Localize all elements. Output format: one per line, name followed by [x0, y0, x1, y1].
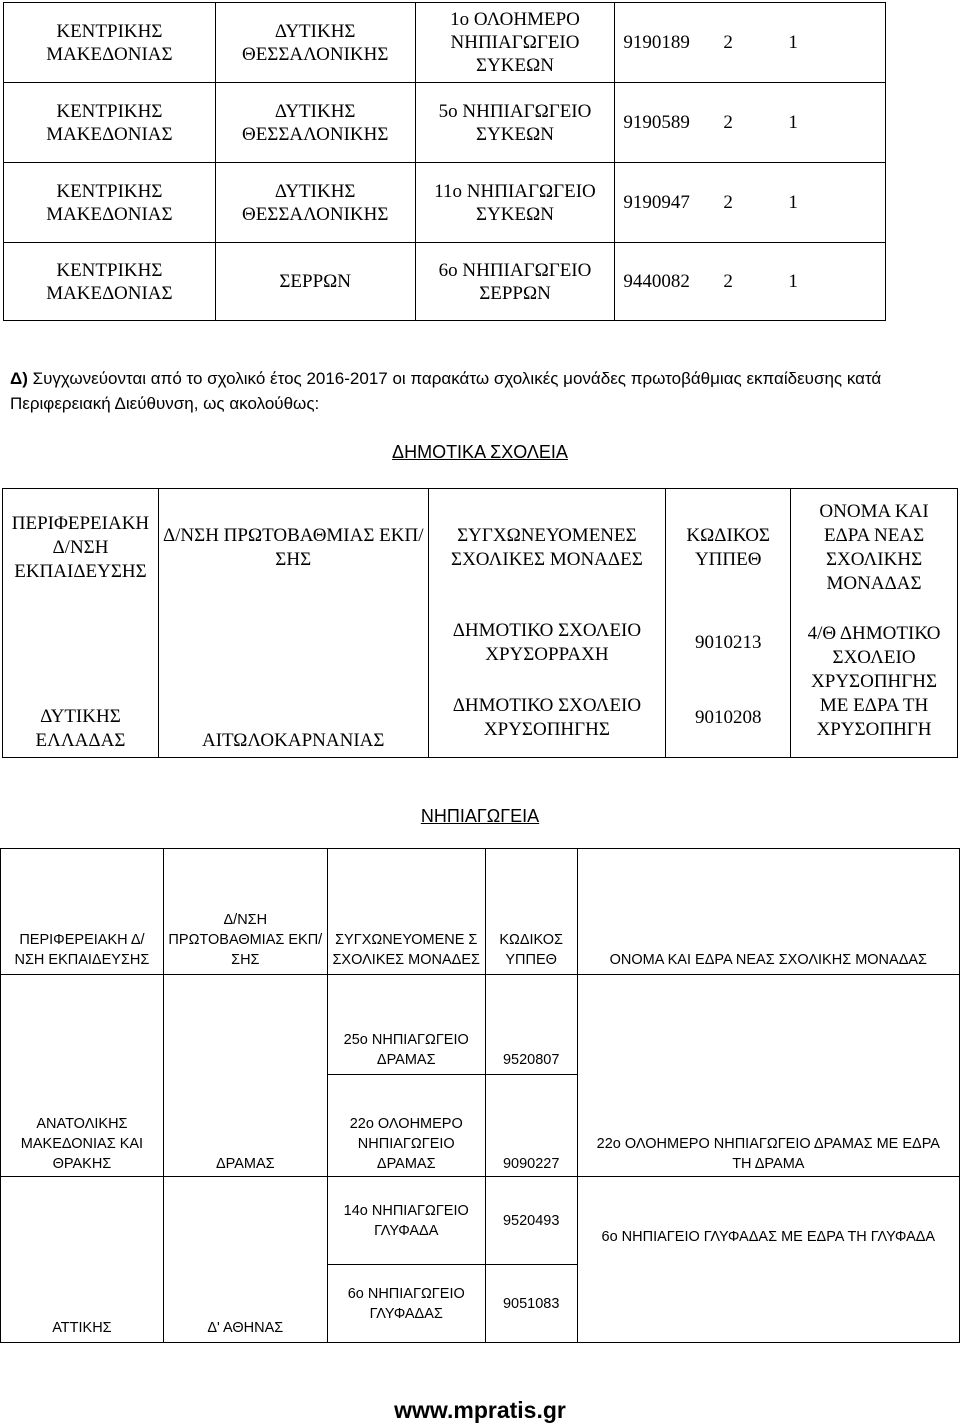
kg-header-new-name: ΟΝΟΜΑ ΚΑΙ ΕΔΡΑ ΝΕΑΣ ΣΧΟΛΙΚΗΣ ΜΟΝΑΔΑΣ	[577, 849, 959, 975]
merger-paragraph	[10, 366, 950, 416]
footer-website[interactable]: www.mpratis.gr	[394, 1397, 566, 1423]
primary-newname-cell	[791, 489, 958, 758]
row-count-2: 1	[788, 112, 798, 133]
kindergarten-table-continued	[3, 2, 886, 321]
kindergartens-title: ΝΗΠΙΑΓΩΓΕΙΑ	[420, 806, 540, 826]
primary-directorate-cell	[158, 489, 428, 758]
primary-header-directorate: Δ/ΝΣΗ ΠΡΩΤΟΒΑΘΜΙΑΣ ΕΚΠ/ΣΗΣ	[162, 525, 424, 570]
row-code: 9190947	[623, 192, 690, 213]
row-directorate: ΔΥΤΙΚΗΣ ΘΕΣΣΑΛΟΝΙΚΗΣ	[215, 3, 415, 83]
row-code: 9190589	[623, 112, 690, 133]
row-count-2: 1	[788, 271, 798, 292]
row-count-1: 2	[723, 32, 733, 53]
paragraph-text: Συγχωνεύονται από το σχολικό έτος 2016-2017 οι παρακάτω σχολικές μονάδες πρωτοβάθμιας εκπαίδευσης κατά Περιφερειακή Διεύθυνση, ως ακολούθως:	[10, 369, 882, 413]
row-count-1: 2	[723, 271, 733, 292]
row-count-1: 2	[723, 192, 733, 213]
row-count-2: 1	[788, 32, 798, 53]
kg-header-directorate: Δ/ΝΣΗ ΠΡΩΤΟΒΑΘΜΙΑΣ ΕΚΠ/ΣΗΣ	[163, 849, 327, 975]
primary-school-2-code: 9010208	[694, 707, 762, 728]
primary-school-1-code: 9010213	[694, 632, 762, 653]
table-row	[4, 163, 886, 243]
table-row	[4, 83, 886, 163]
kg-group1-directorate: ΔΡΑΜΑΣ	[163, 975, 327, 1177]
table-row	[4, 243, 886, 321]
primary-code-cell	[666, 489, 791, 758]
row-directorate: ΣΕΡΡΩΝ	[215, 243, 415, 321]
primary-schools-title: ΔΗΜΟΤΙΚΑ ΣΧΟΛΕΙΑ	[392, 442, 568, 462]
row-region: ΚΕΝΤΡΙΚΗΣ ΜΑΚΕΔΟΝΙΑΣ	[4, 3, 216, 83]
kg-group2-school-2-name: 6ο ΝΗΠΙΑΓΩΓΕΙΟ ΓΛΥΦΑΔΑΣ	[327, 1265, 485, 1343]
row-school: 5ο ΝΗΠΙΑΓΩΓΕΙΟ ΣΥΚΕΩΝ	[415, 83, 615, 163]
row-numbers	[615, 243, 886, 321]
kg-group2-new-name: 6ο ΝΗΠΙΑΓΕΙΟ ΓΛΥΦΑΔΑΣ ΜΕ ΕΔΡΑ ΤΗ ΓΛΥΦΑΔΑ	[577, 1177, 959, 1343]
primary-merged-cell	[428, 489, 666, 758]
row-region: ΚΕΝΤΡΙΚΗΣ ΜΑΚΕΔΟΝΙΑΣ	[4, 163, 216, 243]
kg-group2-school-2-code: 9051083	[485, 1265, 577, 1343]
kg-group1-school-2-code: 9090227	[485, 1075, 577, 1177]
row-numbers	[615, 83, 886, 163]
row-school: 6ο ΝΗΠΙΑΓΩΓΕΙΟ ΣΕΡΡΩΝ	[415, 243, 615, 321]
paragraph-label: Δ)	[10, 369, 28, 388]
row-numbers	[615, 163, 886, 243]
kg-group2-school-1-code: 9520493	[485, 1177, 577, 1265]
kg-header-code: ΚΩΔΙΚΟΣ ΥΠΠΕΘ	[485, 849, 577, 975]
primary-school-1-name: ΔΗΜΟΤΙΚΟ ΣΧΟΛΕΙΟ ΧΡΥΣΟΡΡΑΧΗ	[452, 620, 642, 665]
kg-header-region: ΠΕΡΙΦΕΡΕΙΑΚΗ Δ/ΝΣΗ ΕΚΠΑΙΔΕΥΣΗΣ	[1, 849, 164, 975]
primary-school-2-name: ΔΗΜΟΤΙΚΟ ΣΧΟΛΕΙΟ ΧΡΥΣΟΠΗΓΗΣ	[452, 695, 642, 740]
kg-group2-region: ΑΤΤΙΚΗΣ	[1, 1177, 164, 1343]
kg-group1-school-1-name: 25ο ΝΗΠΙΑΓΩΓΕΙΟ ΔΡΑΜΑΣ	[327, 975, 485, 1075]
row-school: 11ο ΝΗΠΙΑΓΩΓΕΙΟ ΣΥΚΕΩΝ	[415, 163, 615, 243]
kindergartens-table	[0, 848, 960, 1343]
table-row	[4, 3, 886, 83]
row-code: 9190189	[623, 32, 690, 53]
row-directorate: ΔΥΤΙΚΗΣ ΘΕΣΣΑΛΟΝΙΚΗΣ	[215, 163, 415, 243]
kg-group1-region: ΑΝΑΤΟΛΙΚΗΣ ΜΑΚΕΔΟΝΙΑΣ ΚΑΙ ΘΡΑΚΗΣ	[1, 975, 164, 1177]
row-region: ΚΕΝΤΡΙΚΗΣ ΜΑΚΕΔΟΝΙΑΣ	[4, 83, 216, 163]
primary-header-code: ΚΩΔΙΚΟΣ ΥΠΠΕΘ	[686, 525, 770, 570]
row-code: 9440082	[623, 271, 690, 292]
primary-header-region: ΠΕΡΙΦΕΡΕΙΑΚΗ Δ/ΝΣΗ ΕΚΠΑΙΔΕΥΣΗΣ	[11, 513, 150, 582]
kg-group2-directorate: Δ' ΑΘΗΝΑΣ	[163, 1177, 327, 1343]
row-count-1: 2	[723, 112, 733, 133]
primary-region-cell	[3, 489, 159, 758]
primary-new-name-value: 4/Θ ΔΗΜΟΤΙΚΟ ΣΧΟΛΕΙΟ ΧΡΥΣΟΠΗΓΗΣ ΜΕ ΕΔΡΑ ΤΗ ΧΡΥΣΟΠΗΓΗ	[807, 623, 941, 740]
kg-group1-school-2-name: 22ο ΟΛΟΗΜΕΡΟ ΝΗΠΙΑΓΩΓΕΙΟ ΔΡΑΜΑΣ	[327, 1075, 485, 1177]
row-school: 1ο ΟΛΟΗΜΕΡΟ ΝΗΠΙΑΓΩΓΕΙΟ ΣΥΚΕΩΝ	[415, 3, 615, 83]
primary-header-new-name: ΟΝΟΜΑ ΚΑΙ ΕΔΡΑ ΝΕΑΣ ΣΧΟΛΙΚΗΣ ΜΟΝΑΔΑΣ	[819, 501, 929, 594]
row-numbers	[615, 3, 886, 83]
primary-region-value: ΔΥΤΙΚΗΣ ΕΛΛΑΔΑΣ	[35, 706, 126, 751]
kg-group1-school-1-code: 9520807	[485, 975, 577, 1075]
row-count-2: 1	[788, 192, 798, 213]
primary-directorate-value: ΑΙΤΩΛΟΚΑΡΝΑΝΙΑΣ	[202, 730, 385, 751]
kg-header-merged: ΣΥΓΧΩΝΕΥΟΜΕΝΕ Σ ΣΧΟΛΙΚΕΣ ΜΟΝΑΔΕΣ	[327, 849, 485, 975]
row-directorate: ΔΥΤΙΚΗΣ ΘΕΣΣΑΛΟΝΙΚΗΣ	[215, 83, 415, 163]
kg-group2-school-1-name: 14ο ΝΗΠΙΑΓΩΓΕΙΟ ΓΛΥΦΑΔΑ	[327, 1177, 485, 1265]
primary-header-merged: ΣΥΓΧΩΝΕΥΟΜΕΝΕΣ ΣΧΟΛΙΚΕΣ ΜΟΝΑΔΕΣ	[451, 525, 643, 570]
primary-schools-table	[2, 488, 958, 758]
row-region: ΚΕΝΤΡΙΚΗΣ ΜΑΚΕΔΟΝΙΑΣ	[4, 243, 216, 321]
kg-group1-new-name: 22ο ΟΛΟΗΜΕΡΟ ΝΗΠΙΑΓΩΓΕΙΟ ΔΡΑΜΑΣ ΜΕ ΕΔΡΑ ΤΗ ΔΡΑΜΑ	[577, 975, 959, 1177]
